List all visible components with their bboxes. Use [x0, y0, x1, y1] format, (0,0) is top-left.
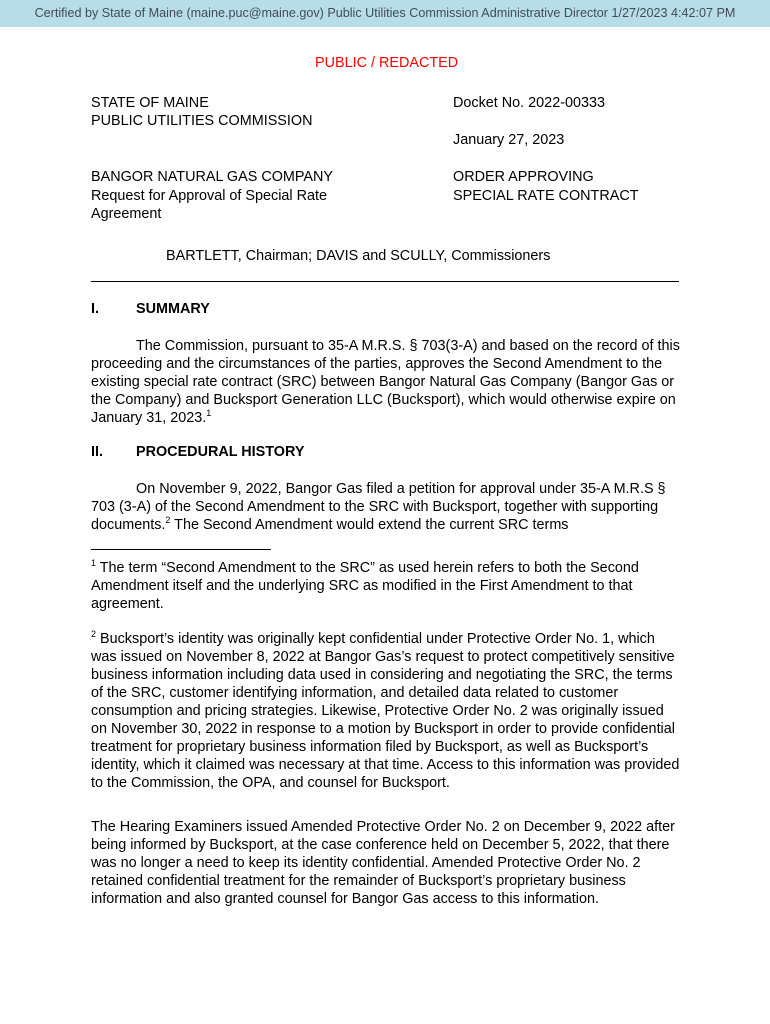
request-line-2: Agreement: [91, 206, 162, 222]
certification-banner: Certified by State of Maine (maine.puc@maine.gov) Public Utilities Commission Administrative Director 1/27/2023 4:42:07 PM: [0, 0, 770, 27]
docket-number: Docket No. 2022-00333: [453, 95, 606, 111]
section-1-number: I.: [91, 301, 99, 317]
order-date: January 27, 2023: [453, 132, 565, 148]
commission-label: PUBLIC UTILITIES COMMISSION: [91, 113, 313, 129]
header-divider: [91, 281, 679, 282]
footnote-ref-1: 1: [206, 408, 212, 418]
commissioners-line: BARTLETT, Chairman; DAVIS and SCULLY, Commissioners: [166, 248, 551, 264]
footnote-2-continuation: The Hearing Examiners issued Amended Protective Order No. 2 on December 9, 2022 after being informed by Bucksport, at the case conference held on December 5, 2022, that there was no longer a need to keep its identity confidential. Amended Protective Order No. 2 retained confidential treatment for the remainder of Bucksport’s proprietary business information and also granted counsel for Bangor Gas access to this information.: [91, 819, 675, 907]
order-title-line-1: ORDER APPROVING: [453, 169, 594, 185]
section-2-title: PROCEDURAL HISTORY: [136, 444, 305, 460]
section-2-number: II.: [91, 444, 103, 460]
section-1-title: SUMMARY: [136, 301, 210, 317]
procedural-text-1: On November 9, 2022, Bangor Gas filed a petition for approval under 35-A M.R.S § 703 (3-A) of the Second Amendment to the SRC with Bucksport, together with supporting documents.: [91, 481, 666, 533]
order-title-line-2: SPECIAL RATE CONTRACT: [453, 188, 639, 204]
footnote-2: [91, 630, 681, 792]
summary-paragraph: [91, 337, 681, 427]
party-name: BANGOR NATURAL GAS COMPANY: [91, 169, 334, 185]
request-line-1: Request for Approval of Special Rate: [91, 188, 327, 204]
footnote-ref-2: 2: [165, 515, 171, 525]
state-label: STATE OF MAINE: [91, 95, 209, 111]
footnote-1-number: 1: [91, 558, 97, 568]
procedural-text-2: The Second Amendment would extend the current SRC terms: [170, 517, 569, 533]
procedural-history-paragraph: [91, 480, 681, 534]
footnote-divider: [91, 549, 271, 550]
footnote-2-number: 2: [91, 629, 97, 639]
summary-text: The Commission, pursuant to 35-A M.R.S. § 703(3-A) and based on the record of this proceeding and the circumstances of the parties, approves the Second Amendment to the existing special rate contract (SRC) between Bangor Natural Gas Company (Bangor Gas or the Company) and Bucksport Generation LLC (Bucksport), which would otherwise expire on January 31, 2023.: [91, 338, 680, 426]
footnote-1: [91, 559, 681, 613]
footnote-2-text: Bucksport’s identity was originally kept confidential under Protective Order No. 1, which was issued on November 8, 2022 at Bangor Gas’s request to protect competitively sensitive business information including data used in considering and negotiating the SRC, the terms of the SRC, customer identifying information, and detailed data related to customer consumption and pricing strategies. Likewise, Protective Order No. 2 was originally issued on November 30, 2022 in response to a motion by Bucksport in order to provide confidential treatment for proprietary business information filed by Bucksport, as well as Bucksport’s identity, which it claimed was necessary at that time. Access to this information was provided to the Commission, the OPA, and counsel for Bucksport.: [91, 631, 680, 791]
footnote-1-text: The term “Second Amendment to the SRC” as used herein refers to both the Second Amendment itself and the underlying SRC as modified in the First Amendment to that agreement.: [91, 560, 639, 612]
public-redacted-marking: PUBLIC / REDACTED: [315, 55, 459, 71]
